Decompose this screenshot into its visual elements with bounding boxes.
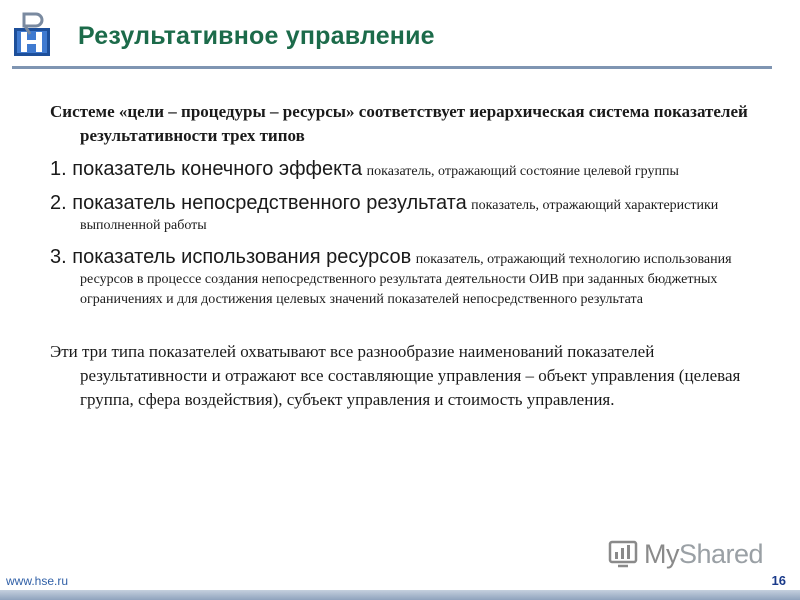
item-title: 1. показатель конечного эффекта	[50, 158, 363, 180]
watermark-text	[644, 539, 763, 570]
list-item	[50, 190, 770, 236]
footer-bar	[0, 590, 800, 600]
item-description: показатель, отражающий технологию использования ресурсов в процессе создания непосредственного результата деятельности ОИВ при заданных бюджетных ограничениях и для достижения целевых значений показателей непосредственного результата	[80, 252, 732, 307]
slide-content	[50, 100, 770, 412]
intro-text: Системе «цели – процедуры – ресурсы» соответствует иерархическая система показателей результативности трех типов	[50, 102, 748, 145]
item-description: показатель, отражающий состояние целевой группы	[366, 164, 679, 179]
myshared-watermark	[608, 537, 768, 571]
watermark-shared: Shared	[679, 538, 764, 569]
item-title: 2. показатель непосредственного результата	[50, 192, 467, 214]
list-item	[50, 156, 770, 182]
chart-icon	[608, 539, 638, 569]
footer-link[interactable]: www.hse.ru	[6, 574, 69, 588]
hse-logo-icon	[12, 12, 52, 58]
summary-text: Эти три типа показателей охватывают все разнообразие наименований показателей результативности и отражают все составляющие управления – объект управления (целевая группа, сфера воздействия), субъект управления и стоимость управления.	[50, 342, 741, 409]
item-title: 3. показатель использования ресурсов	[50, 246, 412, 268]
list-item	[50, 244, 770, 310]
page-title: Результативное управление	[78, 22, 435, 50]
item-description: показатель, отражающий характеристики выполненной работы	[80, 198, 719, 233]
watermark-my: My	[644, 538, 679, 569]
header-divider	[12, 66, 772, 69]
page-number: 16	[771, 573, 786, 588]
